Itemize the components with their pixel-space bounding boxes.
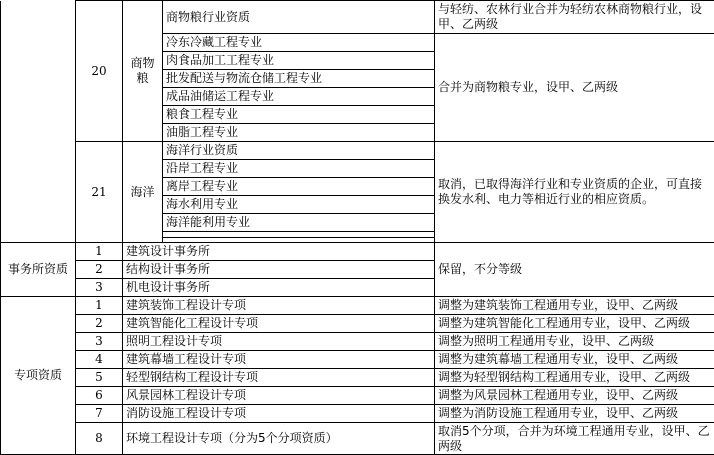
- item-name: 沿岸工程专业: [163, 160, 435, 178]
- item-name: 环境工程设计专项（分为5个分项资质）: [123, 423, 435, 455]
- row-number: 1: [76, 243, 123, 261]
- item-name: 建筑装饰工程设计专项: [123, 297, 435, 315]
- item-note: 调整为建筑智能化工程通用专业，设甲、乙两级: [435, 315, 714, 333]
- item-name: 成品油储运工程专业: [163, 88, 435, 106]
- table-row: [1, 351, 714, 369]
- table-row: [1, 369, 714, 387]
- item-note: 保留，不分等级: [435, 243, 714, 297]
- row-number: 2: [76, 315, 123, 333]
- item-name: 机电设计事务所: [123, 279, 435, 297]
- table-row: [1, 243, 714, 261]
- table-row: [1, 423, 714, 455]
- item-note: 调整为建筑幕墙工程通用专业，设甲、乙两级: [435, 351, 714, 369]
- row-number: 4: [76, 351, 123, 369]
- item-name: 批发配送与物流仓储工程专业: [163, 70, 435, 88]
- item-note: 取消，已取得海洋行业和专业资质的企业，可直接换发水利、电力等相近行业的相应资质。: [435, 142, 714, 243]
- item-name: 海水利用专业: [163, 196, 435, 214]
- item-note: 调整为照明工程通用专业，设甲、乙两级: [435, 333, 714, 351]
- group-number: 21: [76, 142, 123, 243]
- item-note: 调整为风景园林工程通用专业，设甲、乙两级: [435, 387, 714, 405]
- row-number: 3: [76, 279, 123, 297]
- row-number: 2: [76, 261, 123, 279]
- item-name: 风景园林工程设计专项: [123, 387, 435, 405]
- table-row: [1, 297, 714, 315]
- item-name: 结构设计事务所: [123, 261, 435, 279]
- item-name: 肉食品加工工程专业: [163, 52, 435, 70]
- subcategory-label: 海洋: [123, 142, 163, 243]
- table-row: [1, 405, 714, 423]
- category-label: 事务所资质: [1, 243, 76, 297]
- row-number: 8: [76, 423, 123, 455]
- category-cell-empty: [1, 1, 76, 243]
- table-row: [1, 1, 714, 34]
- item-note: 调整为消防设施工程通用专业，设甲、乙两级: [435, 405, 714, 423]
- row-number: 3: [76, 333, 123, 351]
- item-name: 离岸工程专业: [163, 178, 435, 196]
- item-note: 合并为商物粮专业，设甲、乙两级: [435, 34, 714, 142]
- subcategory-label: 商物粮: [123, 1, 163, 142]
- item-name: 商物粮行业资质: [163, 1, 435, 34]
- table-row: [1, 142, 714, 160]
- item-note: 与轻纺、农林行业合并为轻纺农林商物粮行业，设甲、乙两级: [435, 1, 714, 34]
- row-number: 6: [76, 387, 123, 405]
- item-name: 建筑智能化工程设计专项: [123, 315, 435, 333]
- row-number: 5: [76, 369, 123, 387]
- item-name: 建筑设计事务所: [123, 243, 435, 261]
- item-name: 轻型钢结构工程设计专项: [123, 369, 435, 387]
- row-number: 1: [76, 297, 123, 315]
- category-label: 专项资质: [1, 297, 76, 455]
- item-note: 取消5个分项，合并为环境工程通用专业，设甲、乙两级: [435, 423, 714, 455]
- item-name: 粮食工程专业: [163, 106, 435, 124]
- item-name: 冷东冷藏工程专业: [163, 34, 435, 52]
- table-row: [1, 333, 714, 351]
- item-name: 海洋能利用专业: [163, 214, 435, 232]
- item-name: 照明工程设计专项: [123, 333, 435, 351]
- item-name: 油脂工程专业: [163, 124, 435, 142]
- item-note: 调整为建筑装饰工程通用专业，设甲、乙两级: [435, 297, 714, 315]
- row-number: 7: [76, 405, 123, 423]
- item-note: 调整为轻型钢结构工程通用专业，设甲、乙两级: [435, 369, 714, 387]
- item-name: 海洋行业资质: [163, 142, 435, 160]
- table-row: [1, 387, 714, 405]
- table-row: [1, 315, 714, 333]
- item-name: 建筑幕墙工程设计专项: [123, 351, 435, 369]
- group-number: 20: [76, 1, 123, 142]
- item-name: 消防设施工程设计专项: [123, 405, 435, 423]
